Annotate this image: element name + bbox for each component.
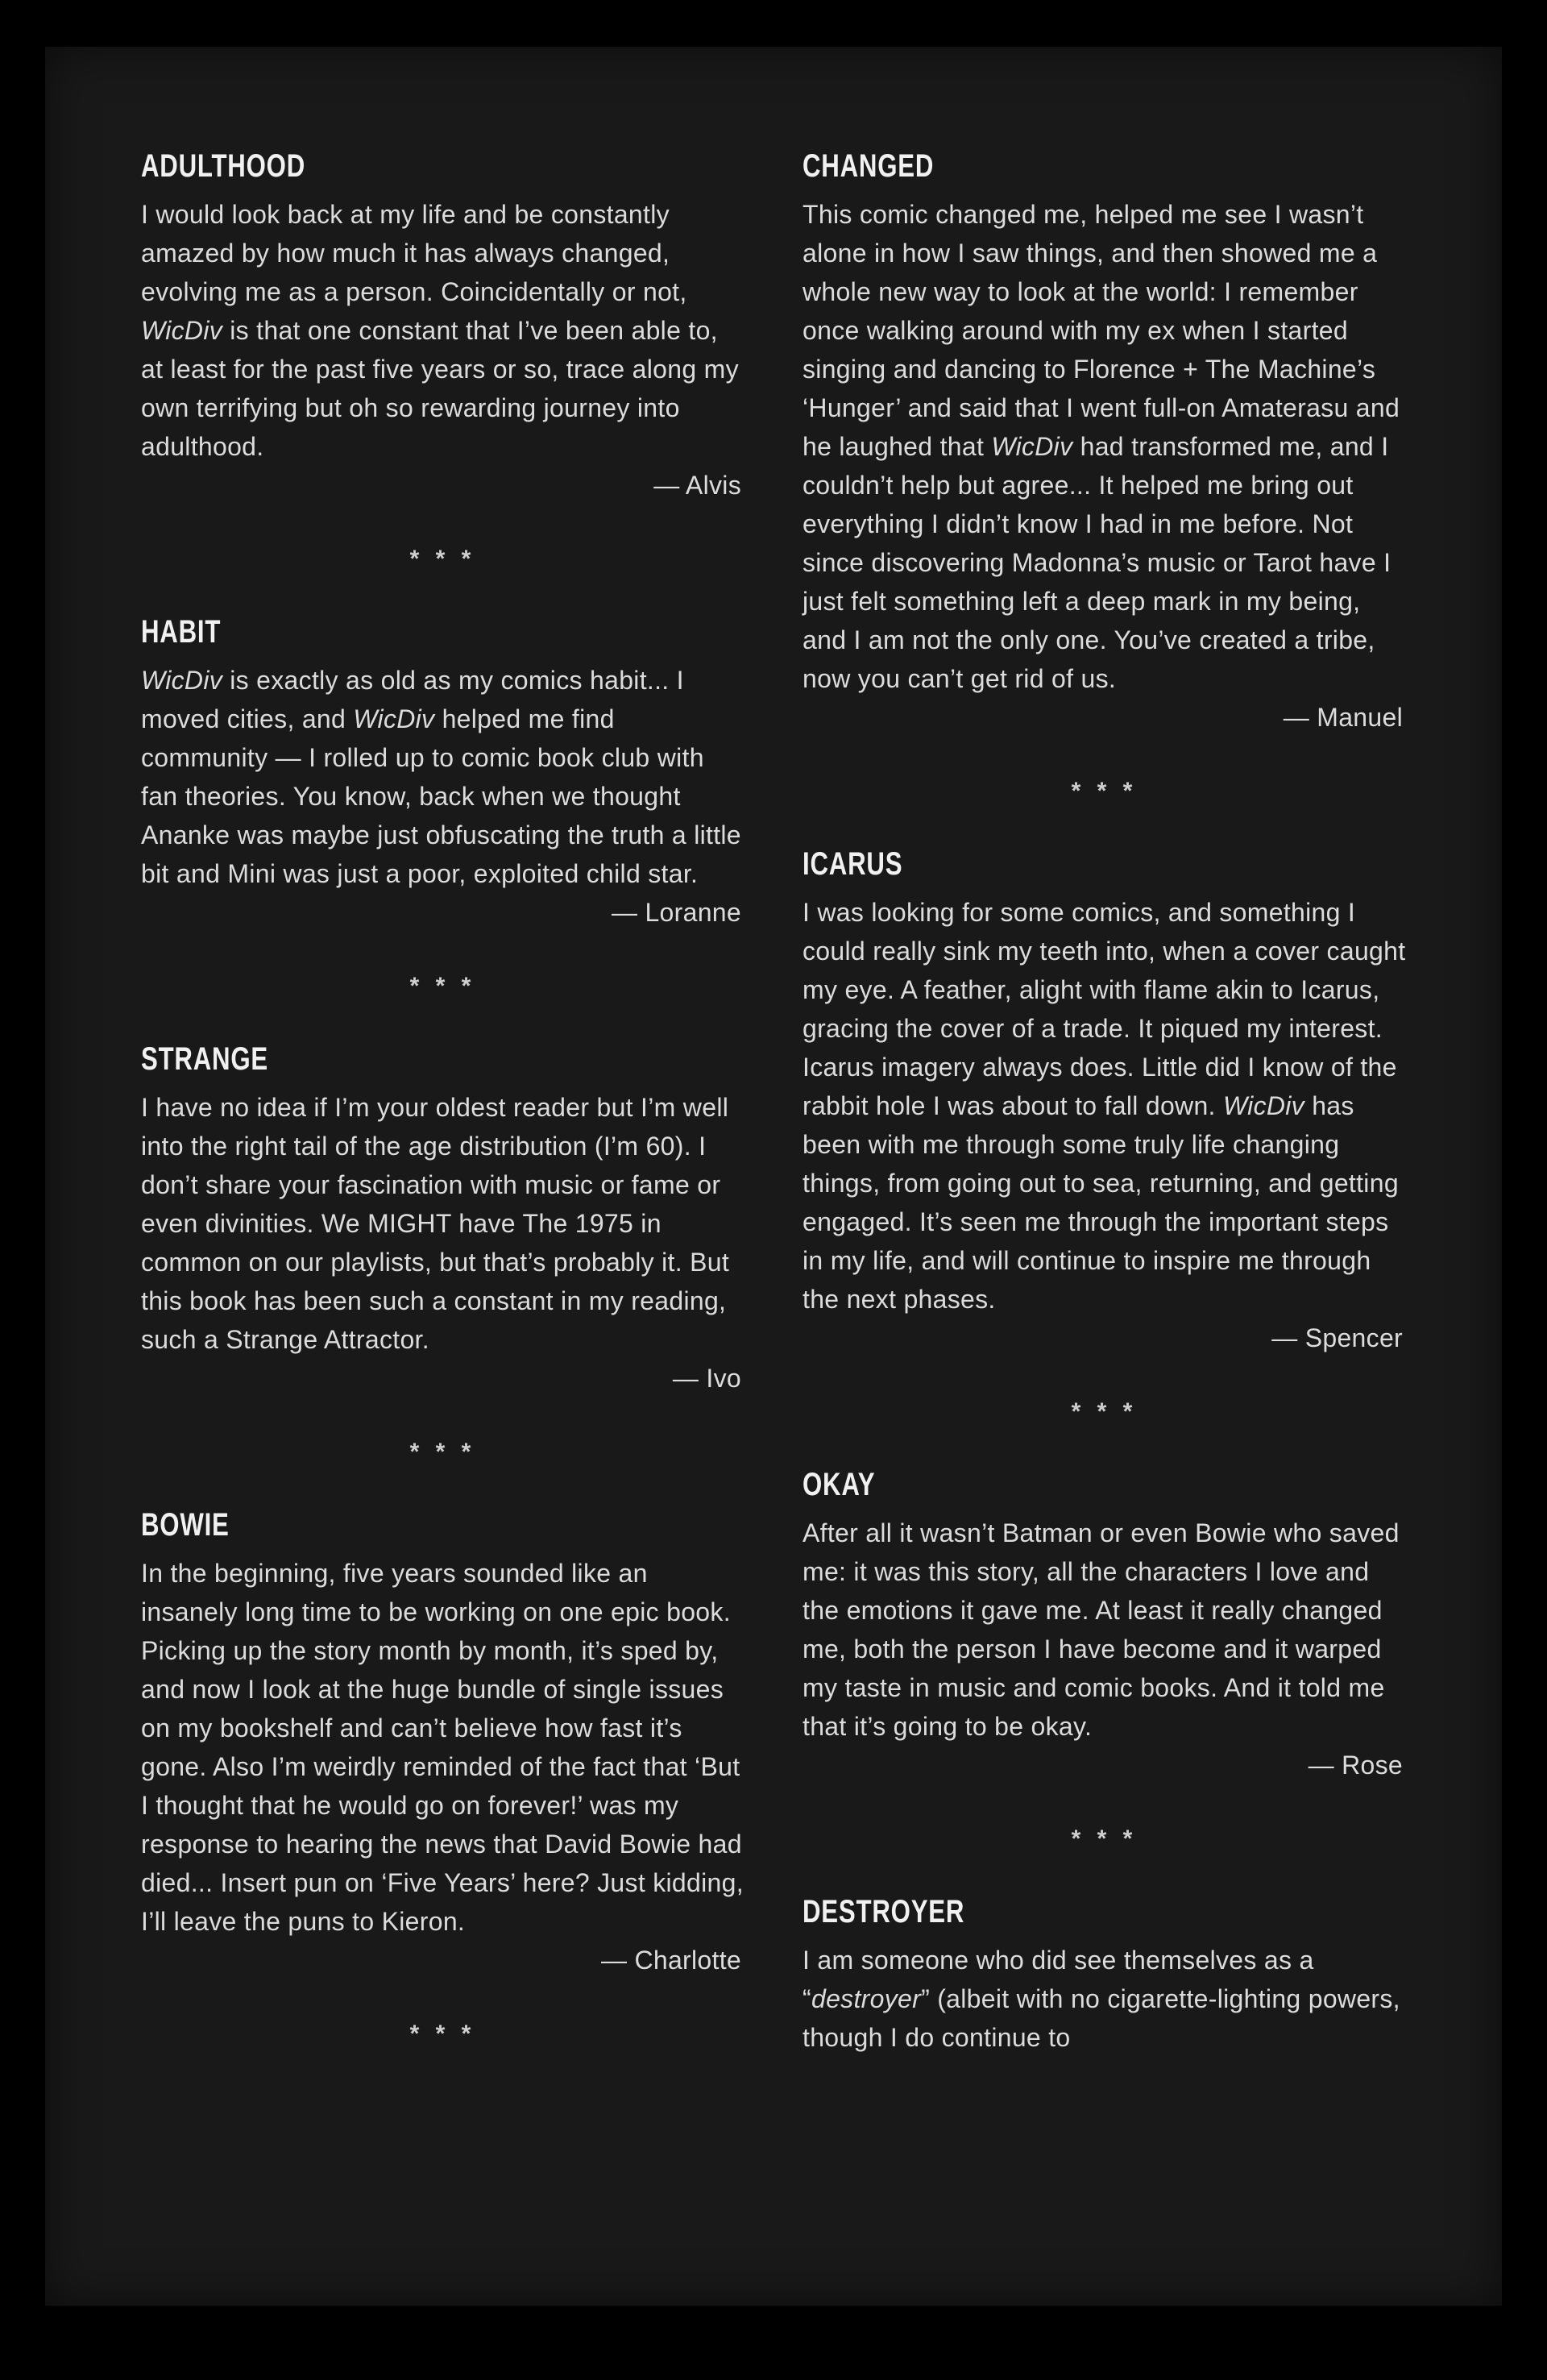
letters-content <box>141 148 1406 2306</box>
body-text: has been with me through some truly life changing things, from going out to sea, returning, and getting engaged. It’s seen me through the important steps in my life, and will continue to inspire me through the next phases. <box>803 1091 1399 1314</box>
body-text: I was looking for some comics, and something I could really sink my teeth into, when a cover caught my eye. A feather, alight with flame akin to Icarus, gracing the cover of a trade. It piqued my interest. Icarus imagery always does. Little did I know of the rabbit hole I was about to fall down. <box>803 898 1406 1120</box>
italic-text: WicDiv <box>141 316 223 345</box>
italic-text: destroyer <box>811 1984 922 2013</box>
section-separator: * * * <box>409 973 476 999</box>
body-text: is that one constant that I’ve been able to, at least for the past five years or so, trace along my own terrifying but oh so rewarding journey into adulthood. <box>141 316 739 461</box>
italic-text: WicDiv <box>1222 1091 1304 1120</box>
body-text: This comic changed me, helped me see I wasn’t alone in how I saw things, and then showed me a whole new way to look at the world: I remember once walking around with my ex when I started singing and dancing to Florence + The Machine’s ‘Hunger’ and said that I went full-on Amaterasu and he laughed that <box>803 200 1400 461</box>
body-text: I would look back at my life and be constantly amazed by how much it has always changed, evolving me as a person. Coincidentally or not, <box>141 200 687 306</box>
section-attribution: — Rose <box>1308 1751 1403 1780</box>
body-text: helped me find community — I rolled up to comic book club with fan theories. You know, back when we thought Ananke was maybe just obfuscating the truth a little bit and Mini was just a poor, exploited child star. <box>141 704 741 888</box>
column-left <box>141 148 744 2306</box>
body-text: I have no idea if I’m your oldest reader but I’m well into the right tail of the age distribution (I’m 60). I don’t share your fascination with music or fame or even divinities. We MIGHT have The 1975 in common on our playlists, but that’s probably it. But this book has been such a constant in my reading, such a Strange Attractor. <box>141 1093 730 1354</box>
italic-text: WicDiv <box>141 666 223 695</box>
section-separator: * * * <box>409 546 476 572</box>
italic-text: WicDiv <box>991 432 1073 461</box>
section-attribution: — Ivo <box>672 1364 741 1393</box>
section-title-text: DESTROYER <box>803 1894 965 1929</box>
body-text: ” (albeit with no cigarette-lighting powers, though I do continue to <box>803 1984 1400 2052</box>
section-title <box>803 1467 1406 1502</box>
body-text: had transformed me, and I couldn’t help but agree... It helped me bring out everything I didn’t know I had in me before. Not since discovering Madonna’s music or Tarot have I just felt something left a deep mark in my being, and I am not the only one. You’ve created a tribe, now you can’t get rid of us. <box>803 432 1391 693</box>
body-text: I am someone who did see themselves as a “ <box>803 1946 1314 2013</box>
section-body <box>803 1514 1406 1746</box>
section-title-text: BOWIE <box>141 1507 230 1543</box>
section-title-text: ADULTHOOD <box>141 148 306 184</box>
section-title <box>803 846 1406 882</box>
body-text: is exactly as old as my comics habit... I moved cities, and <box>141 666 684 733</box>
section-separator: * * * <box>409 2021 476 2047</box>
section-title-text: OKAY <box>803 1467 876 1502</box>
body-text: In the beginning, five years sounded like an insanely long time to be working on one epic book. Picking up the story month by month, it’s sped by, and now I look at the huge bundle of single issues on my bookshelf and can’t believe how fast it’s gone. Also I’m weirdly reminded of the fact that ‘But I thought that he would go on forever!’ was my response to hearing the news that David Bowie had died... Insert pun on ‘Five Years’ here? Just kidding, I’ll leave the puns to Kieron. <box>141 1559 744 1936</box>
section-body <box>803 1941 1406 2057</box>
section-title-text: CHANGED <box>803 148 935 184</box>
italic-text: WicDiv <box>353 704 435 733</box>
section-attribution: — Spencer <box>1271 1323 1403 1352</box>
section-title <box>141 1041 744 1077</box>
section-title <box>803 148 1406 184</box>
section-body <box>803 195 1406 698</box>
section-attribution: — Charlotte <box>600 1946 741 1975</box>
section-body <box>803 893 1406 1319</box>
section-separator: * * * <box>1071 1825 1138 1852</box>
body-text: After all it wasn’t Batman or even Bowie who saved me: it was this story, all the characters I love and the emotions it gave me. At least it really changed me, both the person I have become and it warped my taste in music and comic books. And it told me that it’s going to be okay. <box>803 1518 1400 1741</box>
section-body <box>141 195 744 466</box>
section-attribution: — Alvis <box>653 471 741 500</box>
letters-page-panel <box>45 47 1502 2306</box>
section-title-text: ICARUS <box>803 846 903 882</box>
section-title-text: STRANGE <box>141 1041 269 1077</box>
section-attribution: — Loranne <box>611 898 741 927</box>
section-separator: * * * <box>1071 778 1138 804</box>
section-title <box>803 1894 1406 1929</box>
section-separator: * * * <box>409 1439 476 1465</box>
section-title-text: HABIT <box>141 614 222 650</box>
section-body <box>141 661 744 893</box>
section-title <box>141 148 744 184</box>
section-title <box>141 1507 744 1543</box>
section-body <box>141 1554 744 1941</box>
section-attribution: — Manuel <box>1283 703 1403 732</box>
section-body <box>141 1088 744 1359</box>
column-right <box>803 148 1406 2306</box>
section-separator: * * * <box>1071 1398 1138 1425</box>
section-title <box>141 614 744 650</box>
